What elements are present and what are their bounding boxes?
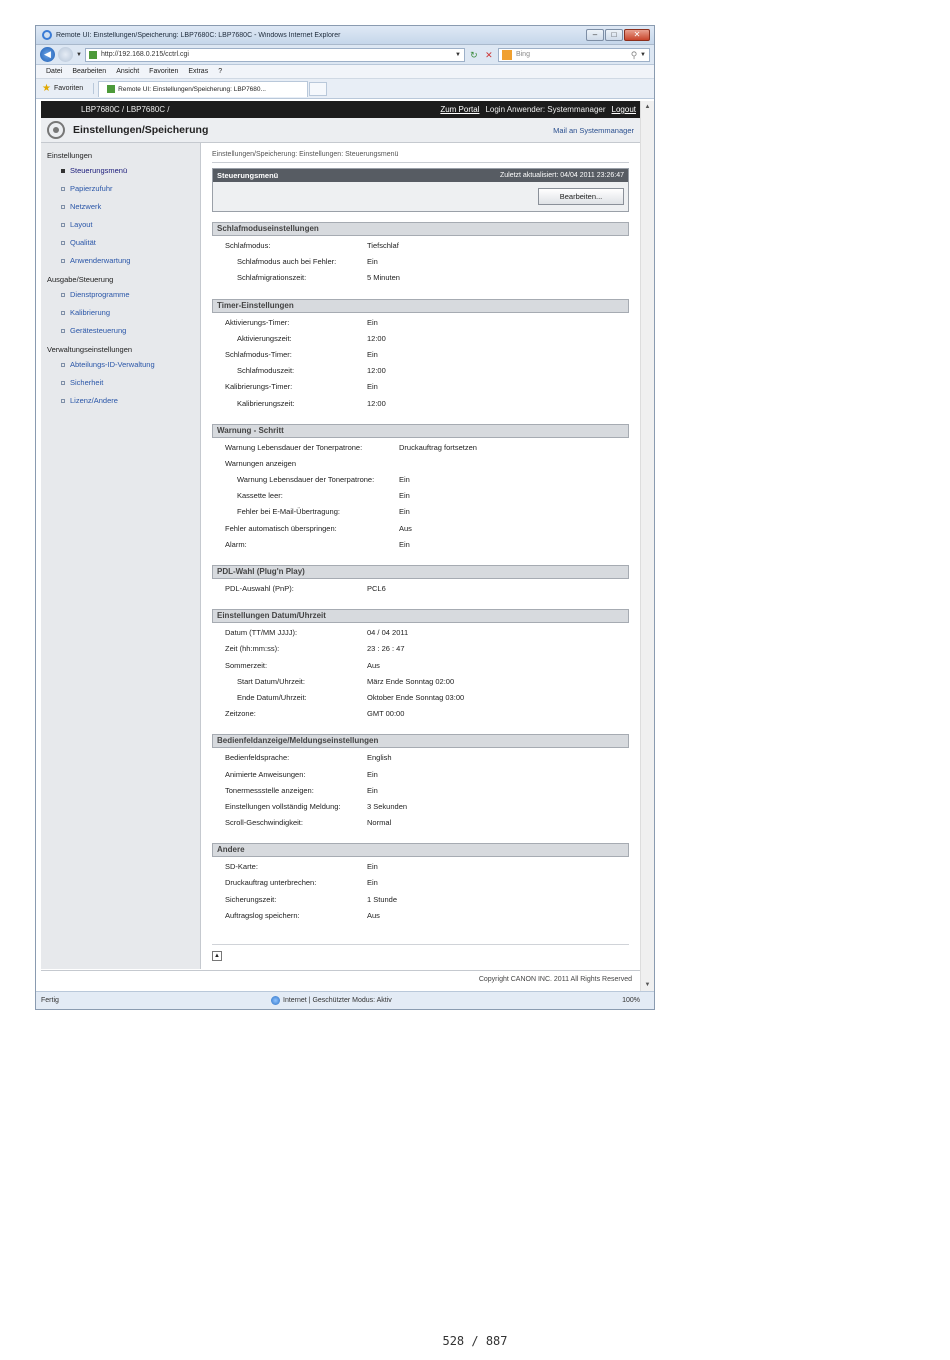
- sidebar-item-label: Qualität: [70, 238, 96, 247]
- mail-admin-link[interactable]: Mail an Systemmanager: [553, 125, 634, 135]
- section-header: Einstellungen Datum/Uhrzeit: [212, 609, 629, 623]
- setting-label: Schlafmodus auch bei Fehler:: [237, 257, 337, 267]
- status-text: Fertig: [41, 997, 59, 1004]
- setting-label: Zeit (hh:mm:ss):: [225, 644, 280, 654]
- setting-value: Ein: [367, 257, 378, 267]
- setting-value: März Ende Sonntag 02:00: [367, 676, 455, 686]
- setting-label: Fehler bei E-Mail-Übertragung:: [237, 507, 340, 517]
- setting-value: Aus: [367, 910, 380, 920]
- bullet-icon: [61, 329, 65, 333]
- new-tab-button[interactable]: [309, 82, 327, 96]
- setting-label: SD-Karte:: [225, 862, 258, 872]
- title-bar: [36, 26, 654, 45]
- section-body: [212, 313, 629, 424]
- setting-label: Warnung Lebensdauer der Tonerpatrone:: [237, 475, 375, 485]
- security-zone: Internet | Geschützter Modus: Aktiv: [283, 997, 392, 1004]
- login-info: Login Anwender: Systemmanager: [485, 105, 606, 114]
- sidebar-section[interactable]: Einstellungen: [47, 151, 93, 160]
- settings-sections: [212, 222, 629, 936]
- scroll-top-icon[interactable]: ▲: [212, 951, 222, 961]
- device-model: LBP7680C / LBP7680C /: [81, 105, 170, 114]
- window-title: Remote UI: Einstellungen/Speicherung: LBP7680C: LBP7680C - Windows Internet Explorer: [56, 31, 341, 39]
- setting-label: Aktivierungszeit:: [237, 333, 292, 343]
- setting-label: Scroll-Geschwindigkeit:: [225, 818, 303, 828]
- menu-item[interactable]: Bearbeiten: [72, 68, 107, 75]
- sidebar-item[interactable]: [41, 181, 200, 199]
- sidebar-item-label: Papierzufuhr: [70, 184, 113, 193]
- setting-row: [212, 693, 629, 709]
- setting-value: Ein: [399, 491, 410, 501]
- sidebar-item[interactable]: [41, 235, 200, 253]
- setting-label: PDL-Auswahl (PnP):: [225, 584, 294, 593]
- setting-value: Ein: [399, 507, 410, 517]
- sidebar-item-label: Layout: [70, 220, 93, 229]
- rui-top-bar: [41, 101, 640, 118]
- sidebar-item[interactable]: [41, 217, 200, 235]
- setting-value: Ein: [367, 317, 378, 327]
- window-controls: [586, 29, 650, 41]
- setting-value: Ein: [367, 382, 378, 392]
- setting-row: [212, 753, 629, 769]
- minimize-button[interactable]: –: [586, 29, 604, 41]
- breadcrumb: Einstellungen/Speicherung: Einstellungen: Steuerungsmenü: [212, 151, 629, 163]
- status-bar: [36, 991, 654, 1009]
- setting-row: [212, 677, 629, 693]
- sidebar-item-label: Abteilungs-ID-Verwaltung: [70, 360, 155, 369]
- sidebar-item-label: Steuerungsmenü: [70, 166, 128, 175]
- section-body: [212, 579, 629, 609]
- menu-item[interactable]: Favoriten: [149, 68, 179, 75]
- tab-title: Remote UI: Einstellungen/Speicherung: LBP7680...: [118, 85, 266, 93]
- section-body: [212, 748, 629, 843]
- section-body: [212, 236, 629, 299]
- menu-item[interactable]: Datei: [46, 68, 63, 75]
- sidebar-item-label: Netzwerk: [70, 202, 102, 211]
- setting-value: GMT 00:00: [367, 709, 405, 719]
- star-icon: ★: [42, 83, 51, 94]
- setting-value: Ein: [367, 878, 378, 888]
- sidebar-item[interactable]: [41, 393, 200, 411]
- setting-row: [212, 818, 629, 834]
- setting-label: Start Datum/Uhrzeit:: [237, 676, 305, 686]
- setting-label: Tonermessstelle anzeigen:: [225, 785, 314, 795]
- setting-value: Ein: [399, 539, 410, 549]
- setting-row: [212, 878, 629, 894]
- setting-label: Einstellungen vollständig Meldung:: [225, 801, 341, 811]
- page-title: Einstellungen/Speicherung: [73, 124, 209, 136]
- bullet-icon: [61, 205, 65, 209]
- refresh-icon[interactable]: ↻: [470, 49, 478, 60]
- close-button[interactable]: ✕: [624, 29, 650, 41]
- address-bar[interactable]: [85, 48, 465, 62]
- setting-label: Sommerzeit:: [225, 660, 268, 670]
- menu-item[interactable]: Ansicht: [116, 68, 140, 75]
- section-body: [212, 438, 629, 565]
- stop-icon[interactable]: ✕: [485, 49, 493, 60]
- setting-row: [212, 443, 629, 459]
- setting-row: [212, 350, 629, 366]
- gear-icon: [47, 121, 65, 139]
- bullet-icon: [61, 363, 65, 367]
- setting-label: Fehler automatisch überspringen:: [225, 523, 337, 533]
- zoom-level[interactable]: 100%: [622, 997, 640, 1004]
- sidebar-item[interactable]: [41, 199, 200, 217]
- setting-row: [212, 257, 629, 273]
- setting-label: Sicherungszeit:: [225, 894, 277, 904]
- menu-item[interactable]: Extras: [188, 68, 209, 75]
- sidebar-item[interactable]: [41, 253, 200, 271]
- setting-row: [212, 584, 629, 600]
- section-header: Andere: [212, 843, 629, 857]
- setting-row: [212, 382, 629, 398]
- setting-value: 23 : 26 : 47: [367, 644, 405, 654]
- address-row: [36, 45, 654, 65]
- section-body: [212, 857, 629, 936]
- portal-link[interactable]: Zum Portal: [440, 105, 480, 114]
- setting-row: [212, 709, 629, 725]
- setting-label: Kalibrierungszeit:: [237, 398, 295, 408]
- section-header: Warnung - Schritt: [212, 424, 629, 438]
- logout-link[interactable]: Logout: [611, 105, 636, 114]
- menu-item[interactable]: ?: [218, 68, 223, 75]
- edit-button[interactable]: Bearbeiten...: [538, 188, 624, 205]
- setting-row: [212, 661, 629, 677]
- card-title: Steuerungsmenü: [217, 171, 279, 180]
- bullet-icon: [61, 187, 65, 191]
- vertical-scrollbar[interactable]: [640, 101, 654, 991]
- setting-label: Druckauftrag unterbrechen:: [225, 878, 317, 888]
- sidebar-section[interactable]: Ausgabe/Steuerung: [47, 275, 114, 284]
- setting-row: [212, 628, 629, 644]
- sidebar-item[interactable]: [41, 357, 200, 375]
- forward-button[interactable]: [58, 47, 73, 62]
- sidebar-section[interactable]: Verwaltungseinstellungen: [47, 345, 133, 354]
- setting-label: Aktivierungs-Timer:: [225, 317, 290, 327]
- history-dropdown-icon[interactable]: ▼: [76, 51, 82, 58]
- site-icon: [89, 51, 97, 59]
- setting-value: Ein: [367, 349, 378, 359]
- setting-label: Kassette leer:: [237, 491, 283, 501]
- sidebar-item[interactable]: [41, 163, 200, 181]
- setting-row: [212, 895, 629, 911]
- bullet-icon: [61, 169, 65, 173]
- setting-row: [212, 399, 629, 415]
- setting-row: [212, 802, 629, 818]
- url-dropdown-icon[interactable]: ▼: [455, 51, 461, 58]
- sidebar-item-label: Dienstprogramme: [70, 290, 130, 299]
- setting-value: English: [367, 753, 392, 763]
- sidebar-item-label: Lizenz/Andere: [70, 396, 118, 405]
- setting-label: Schlafmodus:: [225, 241, 271, 250]
- setting-value: 04 / 04 2011: [367, 628, 409, 638]
- setting-label: Datum (TT/MM JJJJ):: [225, 628, 298, 638]
- setting-value: Druckauftrag fortsetzen: [399, 442, 477, 452]
- setting-row: [212, 475, 629, 491]
- bullet-icon: [61, 259, 65, 263]
- setting-value: Ein: [367, 862, 378, 872]
- bullet-icon: [61, 381, 65, 385]
- maximize-button[interactable]: □: [605, 29, 623, 41]
- setting-row: [212, 366, 629, 382]
- favorites-label: Favoriten: [53, 85, 84, 92]
- setting-label: Kalibrierungs-Timer:: [225, 382, 293, 392]
- ie-icon: [42, 30, 52, 40]
- setting-label: Animierte Anweisungen:: [225, 769, 306, 779]
- control-menu-card: [212, 168, 629, 212]
- bullet-icon: [61, 223, 65, 227]
- setting-value: Ein: [367, 769, 378, 779]
- sidebar-item-label: Kalibrierung: [70, 308, 111, 317]
- page-viewport: [41, 101, 640, 991]
- rui-header: [41, 118, 640, 143]
- sidebar: [41, 143, 201, 969]
- setting-row: [212, 318, 629, 334]
- bullet-icon: [61, 293, 65, 297]
- tab-site-icon: [107, 85, 115, 93]
- setting-label: Bedienfeldsprache:: [225, 753, 290, 763]
- setting-row: [212, 334, 629, 350]
- bullet-icon: [61, 241, 65, 245]
- url-text[interactable]: http://192.168.0.215/cctrl.cgi: [100, 51, 189, 58]
- setting-value: Ein: [367, 785, 378, 795]
- copyright: Copyright CANON INC. 2011 All Rights Reserved: [41, 970, 640, 991]
- setting-label: Schlafmoduszeit:: [237, 366, 295, 376]
- setting-label: Zeitzone:: [225, 709, 256, 719]
- setting-row: [212, 491, 629, 507]
- setting-row: [212, 786, 629, 802]
- setting-row: [212, 770, 629, 786]
- sidebar-item-label: Anwenderwartung: [70, 256, 131, 265]
- page-number: 528 / 887: [442, 1334, 508, 1348]
- sidebar-item[interactable]: [41, 375, 200, 393]
- setting-value: Tiefschlaf: [367, 241, 399, 250]
- setting-row: [212, 524, 629, 540]
- main-content: [201, 143, 639, 969]
- setting-row: [212, 507, 629, 523]
- setting-row: [212, 911, 629, 927]
- setting-value: 5 Minuten: [367, 273, 400, 283]
- setting-value: Oktober Ende Sonntag 03:00: [367, 692, 465, 702]
- setting-label: Schlafmigrationszeit:: [237, 273, 307, 283]
- bullet-icon: [61, 399, 65, 403]
- search-box[interactable]: [498, 48, 650, 62]
- setting-label: Alarm:: [225, 539, 247, 549]
- favorites-bar: [36, 79, 654, 99]
- bullet-icon: [61, 311, 65, 315]
- globe-icon: [271, 996, 280, 1005]
- setting-label: Warnungen anzeigen: [225, 458, 297, 468]
- sidebar-item-label: Gerätesteuerung: [70, 326, 127, 335]
- section-header: PDL-Wahl (Plug'n Play): [212, 565, 629, 579]
- setting-row: [212, 540, 629, 556]
- section-header: Bedienfeldanzeige/Meldungseinstellungen: [212, 734, 629, 748]
- back-button[interactable]: ◀: [40, 47, 55, 62]
- setting-label: Ende Datum/Uhrzeit:: [237, 692, 307, 702]
- setting-value: Normal: [367, 818, 392, 828]
- setting-row: [212, 459, 629, 475]
- sidebar-item[interactable]: [41, 305, 200, 323]
- section-header: Schlafmoduseinstellungen: [212, 222, 629, 236]
- section-header: Timer-Einstellungen: [212, 299, 629, 313]
- setting-row: [212, 241, 629, 257]
- setting-value: 12:00: [367, 366, 386, 376]
- section-body: [212, 623, 629, 734]
- sidebar-item[interactable]: [41, 287, 200, 305]
- bing-icon: [502, 50, 512, 60]
- setting-label: Schlafmodus-Timer:: [225, 349, 292, 359]
- setting-label: Warnung Lebensdauer der Tonerpatrone:: [225, 442, 363, 452]
- favorites-button[interactable]: [42, 83, 94, 94]
- setting-value: 3 Sekunden: [367, 801, 408, 811]
- setting-row: [212, 273, 629, 289]
- browser-tab[interactable]: [98, 81, 308, 97]
- last-updated: Zuletzt aktualisiert: 04/04 2011 23:26:47: [499, 172, 624, 179]
- setting-value: 12:00: [367, 333, 386, 343]
- setting-value: 12:00: [367, 398, 386, 408]
- setting-row: [212, 644, 629, 660]
- setting-value: 1 Stunde: [367, 894, 398, 904]
- scroll-down-icon[interactable]: ▼: [644, 982, 651, 988]
- sidebar-item-label: Sicherheit: [70, 378, 104, 387]
- menu-bar: [36, 65, 654, 79]
- setting-value: PCL6: [367, 584, 386, 593]
- setting-value: Aus: [399, 523, 412, 533]
- search-dropdown-icon[interactable]: ▼: [640, 51, 646, 58]
- browser-window: [35, 25, 655, 1010]
- setting-value: Ein: [399, 475, 410, 485]
- search-icon[interactable]: ⚲: [630, 49, 638, 60]
- setting-value: Aus: [367, 660, 380, 670]
- scroll-up-icon[interactable]: ▲: [644, 104, 651, 110]
- sidebar-item[interactable]: [41, 323, 200, 341]
- setting-label: Auftragslog speichern:: [225, 910, 300, 920]
- setting-row: [212, 862, 629, 878]
- search-placeholder[interactable]: Bing: [515, 51, 530, 58]
